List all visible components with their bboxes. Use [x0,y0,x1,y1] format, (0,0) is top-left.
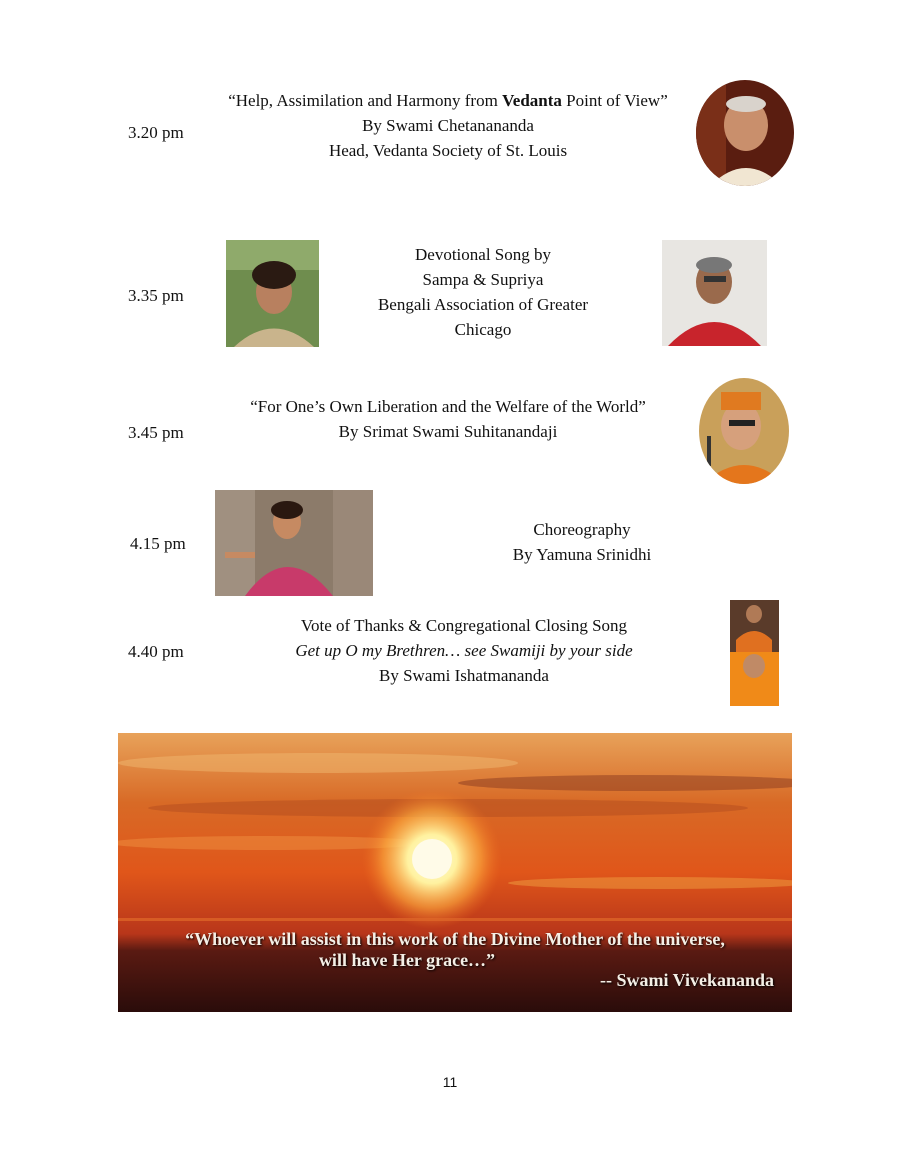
session-1-text [222,88,674,163]
session-5-title: Vote of Thanks & Congregational Closing Song [300,616,628,635]
session-3-text [214,394,682,444]
quote-line-1: “Whoever will assist in this work of the Divine Mother of the universe, [185,929,725,949]
time-slot-3: 3.45 pm [128,423,184,442]
session-2-title: Devotional Song by [415,245,551,264]
portrait-swami-chetanananda [696,80,794,186]
page-number: 11 [442,1074,458,1090]
time-slot-5: 4.40 pm [128,642,184,661]
time-slot-4: 4.15 pm [130,534,186,553]
time-slot-2: 3.35 pm [128,286,184,305]
time-slot-1: 3.20 pm [128,123,184,142]
photo-sampa [226,240,319,347]
quote-line-2: will have Her grace…” [318,950,496,970]
session-5-text [254,613,674,688]
session-3-title: “For One’s Own Liberation and the Welfare of the World” [250,397,646,416]
session-2-affiliation-2: Chicago [454,320,512,339]
session-2-affiliation-1: Bengali Association of Greater [377,295,589,314]
session-4-title: Choreography [533,520,631,539]
session-2-text [344,242,622,342]
sunset-quote-banner [118,733,792,1012]
session-3-speaker: By Srimat Swami Suhitanandaji [338,422,558,441]
session-1-speaker: By Swami Chetanananda [362,116,534,135]
session-5-song: Get up O my Brethren… see Swamiji by your side [295,641,633,660]
quote-attribution: -- Swami Vivekananda [599,970,774,990]
session-5-speaker: By Swami Ishatmananda [379,666,549,685]
photo-swami-ishatmananda [730,600,779,706]
photo-yamuna-srinidhi [215,490,373,596]
portrait-swami-suhitanandaji [699,378,789,484]
session-4-text [482,517,682,567]
session-1-title: “Help, Assimilation and Harmony from Vedanta Point of View” [228,91,668,110]
photo-supriya [662,240,767,346]
session-4-performer: By Yamuna Srinidhi [512,545,652,564]
session-1-affiliation: Head, Vedanta Society of St. Louis [328,141,568,160]
session-2-performers: Sampa & Supriya [422,270,544,289]
